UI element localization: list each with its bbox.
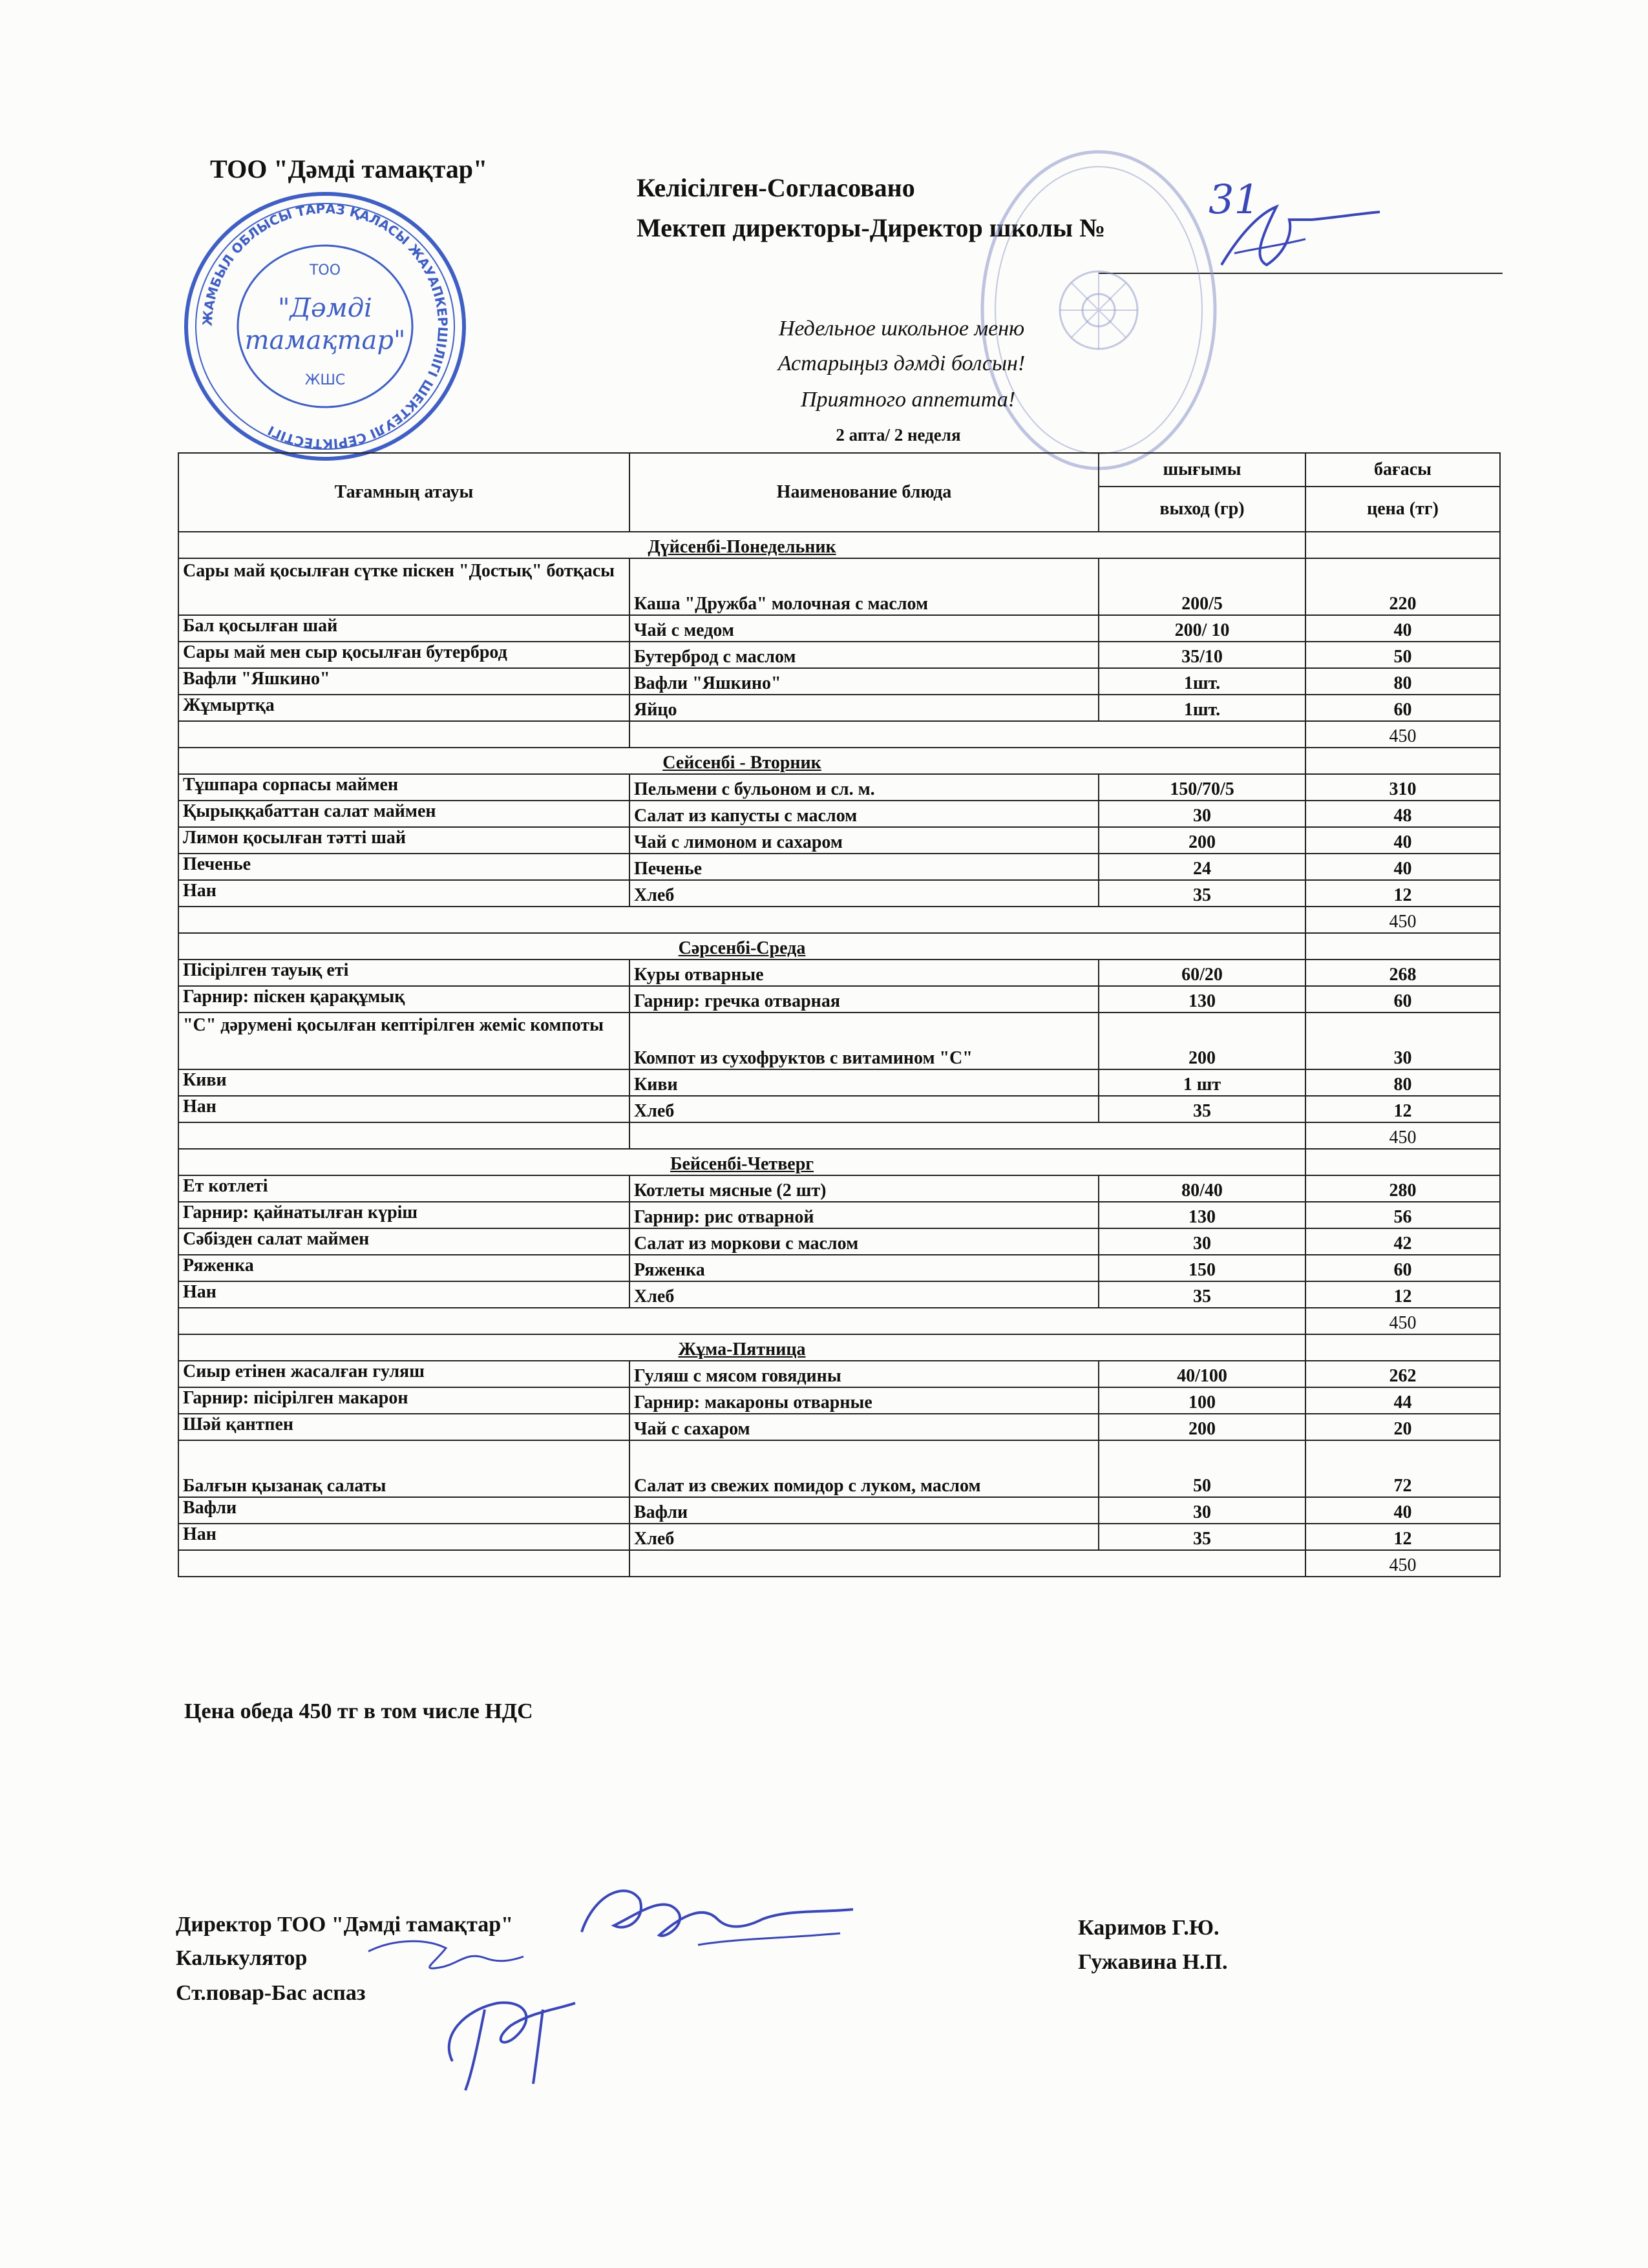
dish-price: 262	[1305, 1361, 1500, 1387]
dish-price: 310	[1305, 774, 1500, 801]
chef-signature-icon	[427, 1964, 607, 2094]
day-total: 450	[1305, 907, 1500, 933]
approval-line1: Келісілген-Согласовано	[637, 173, 915, 202]
dish-price: 42	[1305, 1228, 1500, 1255]
table-row	[178, 558, 1500, 615]
table-row	[178, 1013, 1500, 1069]
dish-kk: Балғын қызанақ салаты	[178, 1440, 629, 1497]
dish-out: 130	[1099, 986, 1305, 1013]
table-row	[178, 642, 1500, 668]
stamp-name-line1: "Дәмді	[278, 293, 372, 323]
dish-price: 40	[1305, 854, 1500, 880]
day-total: 450	[1305, 1122, 1500, 1149]
dish-kk: Гарнир: піскен қарақұмық	[178, 986, 629, 1013]
dish-price: 44	[1305, 1387, 1500, 1414]
dish-kk: Киви	[178, 1069, 629, 1096]
dish-ru: Салат из капусты с маслом	[629, 801, 1099, 827]
intro-line1: Недельное школьное меню	[778, 317, 1025, 341]
dish-kk: Сары май мен сыр қосылған бутерброд	[178, 642, 629, 668]
dish-ru: Чай с лимоном и сахаром	[629, 827, 1099, 854]
director-signature-icon	[569, 1874, 866, 1971]
dish-kk: "С" дәрумені қосылған кептірілген жеміс компоты	[178, 1013, 629, 1069]
dish-price: 12	[1305, 1096, 1500, 1122]
dish-out: 200	[1099, 1013, 1305, 1069]
menu-table	[178, 452, 1501, 1577]
approval-line2: Мектеп директоры-Директор школы №	[637, 213, 1106, 242]
day-name: Жұма-Пятница	[178, 1334, 1305, 1361]
dish-price: 280	[1305, 1175, 1500, 1202]
dish-price: 12	[1305, 1524, 1500, 1550]
dish-ru: Чай с медом	[629, 615, 1099, 642]
dish-price: 20	[1305, 1414, 1500, 1440]
table-row	[178, 1255, 1500, 1281]
dish-kk: Нан	[178, 1096, 629, 1122]
col-header-price-kk: бағасы	[1305, 453, 1500, 487]
dish-kk: Сары май қосылған сүтке піскен "Достық" ботқасы	[178, 558, 629, 615]
table-row	[178, 1524, 1500, 1550]
dish-kk: Нан	[178, 880, 629, 907]
dish-ru: Печенье	[629, 854, 1099, 880]
dish-ru: Гарнир: макароны отварные	[629, 1387, 1099, 1414]
dish-out: 35	[1099, 880, 1305, 907]
dish-kk: Ряженка	[178, 1255, 629, 1281]
dish-ru: Куры отварные	[629, 960, 1099, 986]
dish-out: 40/100	[1099, 1361, 1305, 1387]
dish-out: 60/20	[1099, 960, 1305, 986]
director-role: Директор ТОО "Дәмді тамақтар"	[176, 1913, 514, 1937]
dish-price: 56	[1305, 1202, 1500, 1228]
dish-ru: Хлеб	[629, 1281, 1099, 1308]
table-row	[178, 960, 1500, 986]
stamp-name-line2: тамақтар"	[244, 326, 406, 355]
dish-price: 268	[1305, 960, 1500, 986]
stamp-center-bottom: ЖШС	[304, 372, 346, 388]
day-name: Сейсенбі - Вторник	[178, 748, 1305, 774]
table-row	[178, 1096, 1500, 1122]
dish-out: 100	[1099, 1387, 1305, 1414]
director-name: Каримов Г.Ю.	[1078, 1916, 1220, 1940]
table-row	[178, 827, 1500, 854]
dish-kk: Қырыққабаттан салат маймен	[178, 801, 629, 827]
dish-price: 72	[1305, 1440, 1500, 1497]
dish-kk: Вафли	[178, 1497, 629, 1524]
dish-ru: Чай с сахаром	[629, 1414, 1099, 1440]
dish-out: 200/5	[1099, 558, 1305, 615]
company-stamp-icon	[173, 184, 477, 468]
table-row	[178, 1175, 1500, 1202]
dish-kk: Сәбізден салат маймен	[178, 1228, 629, 1255]
dish-out: 1шт.	[1099, 695, 1305, 721]
table-row	[178, 1497, 1500, 1524]
dish-out: 80/40	[1099, 1175, 1305, 1202]
dish-ru: Салат из свежих помидор с луком, маслом	[629, 1440, 1099, 1497]
day-name: Дүйсенбі-Понедельник	[178, 532, 1305, 558]
table-row	[178, 774, 1500, 801]
dish-price: 50	[1305, 642, 1500, 668]
dish-kk: Пісірілген тауық еті	[178, 960, 629, 986]
dish-out: 200	[1099, 1414, 1305, 1440]
price-note: Цена обеда 450 тг в том числе НДС	[184, 1699, 533, 1723]
dish-out: 24	[1099, 854, 1305, 880]
intro-line3: Приятного аппетита!	[800, 388, 1016, 412]
dish-ru: Хлеб	[629, 1524, 1099, 1550]
dish-ru: Вафли	[629, 1497, 1099, 1524]
dish-kk: Вафли "Яшкино"	[178, 668, 629, 695]
table-row	[178, 1414, 1500, 1440]
dish-kk: Гарнир: пісірілген макарон	[178, 1387, 629, 1414]
table-row	[178, 1228, 1500, 1255]
table-row	[178, 1069, 1500, 1096]
col-header-ru: Наименование блюда	[629, 453, 1099, 532]
total-row	[178, 1550, 1500, 1577]
dish-price: 40	[1305, 1497, 1500, 1524]
dish-price: 60	[1305, 695, 1500, 721]
company-name: ТОО "Дәмді тамақтар"	[210, 154, 488, 184]
day-row	[178, 532, 1500, 558]
dish-kk: Гарнир: қайнатылған күріш	[178, 1202, 629, 1228]
dish-out: 150	[1099, 1255, 1305, 1281]
dish-out: 200/ 10	[1099, 615, 1305, 642]
col-header-price-ru: цена (тг)	[1305, 487, 1500, 532]
day-name: Сәрсенбі-Среда	[178, 933, 1305, 960]
dish-price: 60	[1305, 1255, 1500, 1281]
dish-ru: Компот из сухофруктов с витамином "С"	[629, 1013, 1099, 1069]
dish-kk: Нан	[178, 1281, 629, 1308]
dish-kk: Печенье	[178, 854, 629, 880]
dish-out: 1шт.	[1099, 668, 1305, 695]
table-row	[178, 615, 1500, 642]
dish-kk: Тұшпара сорпасы маймен	[178, 774, 629, 801]
dish-ru: Вафли "Яшкино"	[629, 668, 1099, 695]
dish-price: 48	[1305, 801, 1500, 827]
dish-out: 30	[1099, 1497, 1305, 1524]
dish-kk: Шәй қантпен	[178, 1414, 629, 1440]
dish-ru: Котлеты мясные (2 шт)	[629, 1175, 1099, 1202]
total-row	[178, 1122, 1500, 1149]
approval-number: 31	[1209, 176, 1260, 223]
intro-line2: Астарыңыз дәмді болсын!	[777, 352, 1026, 375]
chef-role: Ст.повар-Бас аспаз	[176, 1981, 366, 2005]
table-row	[178, 668, 1500, 695]
calculator-name: Гужавина Н.П.	[1078, 1950, 1228, 1974]
day-name: Бейсенбі-Четверг	[178, 1149, 1305, 1175]
total-row	[178, 1308, 1500, 1334]
day-total: 450	[1305, 721, 1500, 748]
approval-signature-icon	[1215, 194, 1383, 278]
dish-out: 35	[1099, 1524, 1305, 1550]
table-row	[178, 1202, 1500, 1228]
table-row	[178, 854, 1500, 880]
stamp-center-top: ТОО	[309, 262, 341, 278]
dish-kk: Лимон қосылған тәтті шай	[178, 827, 629, 854]
dish-kk: Жұмыртқа	[178, 695, 629, 721]
dish-out: 35/10	[1099, 642, 1305, 668]
table-row	[178, 1387, 1500, 1414]
day-row	[178, 1149, 1500, 1175]
dish-kk: Нан	[178, 1524, 629, 1550]
dish-ru: Киви	[629, 1069, 1099, 1096]
dish-out: 1 шт	[1099, 1069, 1305, 1096]
dish-ru: Яйцо	[629, 695, 1099, 721]
dish-ru: Каша "Дружба" молочная с маслом	[629, 558, 1099, 615]
col-header-kk: Тағамның атауы	[178, 453, 629, 532]
week-label: 2 апта/ 2 неделя	[836, 425, 961, 445]
table-row	[178, 880, 1500, 907]
col-header-out-kk: шығымы	[1099, 453, 1305, 487]
total-row	[178, 907, 1500, 933]
dish-kk: Бал қосылған шай	[178, 615, 629, 642]
dish-out: 50	[1099, 1440, 1305, 1497]
dish-out: 30	[1099, 801, 1305, 827]
dish-ru: Хлеб	[629, 880, 1099, 907]
calculator-role: Калькулятор	[176, 1946, 308, 1970]
dish-ru: Хлеб	[629, 1096, 1099, 1122]
day-row	[178, 1334, 1500, 1361]
day-row	[178, 933, 1500, 960]
table-row	[178, 986, 1500, 1013]
dish-out: 30	[1099, 1228, 1305, 1255]
table-row	[178, 695, 1500, 721]
day-row	[178, 748, 1500, 774]
dish-ru: Ряженка	[629, 1255, 1099, 1281]
dish-price: 40	[1305, 827, 1500, 854]
dish-kk: Ет котлеті	[178, 1175, 629, 1202]
dish-out: 130	[1099, 1202, 1305, 1228]
dish-price: 30	[1305, 1013, 1500, 1069]
dish-ru: Салат из моркови с маслом	[629, 1228, 1099, 1255]
dish-ru: Пельмени с бульоном и сл. м.	[629, 774, 1099, 801]
total-row	[178, 721, 1500, 748]
dish-out: 150/70/5	[1099, 774, 1305, 801]
dish-out: 35	[1099, 1281, 1305, 1308]
dish-price: 80	[1305, 1069, 1500, 1096]
col-header-out-ru: выход (гр)	[1099, 487, 1305, 532]
dish-price: 60	[1305, 986, 1500, 1013]
table-row	[178, 801, 1500, 827]
dish-price: 12	[1305, 1281, 1500, 1308]
dish-price: 220	[1305, 558, 1500, 615]
dish-kk: Сиыр етінен жасалған гуляш	[178, 1361, 629, 1387]
dish-ru: Бутерброд с маслом	[629, 642, 1099, 668]
table-row	[178, 1281, 1500, 1308]
table-row	[178, 1440, 1500, 1497]
dish-ru: Гарнир: рис отварной	[629, 1202, 1099, 1228]
dish-out: 200	[1099, 827, 1305, 854]
stamp-ring-text: ЖАМБЫЛ ОБЛЫСЫ ТАРАЗ ҚАЛАСЫ ЖАУАПКЕРШІЛІГІ ШЕКТЕУЛІ СЕРІКТЕСТІГІ	[199, 200, 451, 452]
table-row	[178, 1361, 1500, 1387]
dish-ru: Гуляш с мясом говядины	[629, 1361, 1099, 1387]
dish-ru: Гарнир: гречка отварная	[629, 986, 1099, 1013]
dish-price: 80	[1305, 668, 1500, 695]
day-total: 450	[1305, 1308, 1500, 1334]
dish-out: 35	[1099, 1096, 1305, 1122]
day-total: 450	[1305, 1550, 1500, 1577]
dish-price: 40	[1305, 615, 1500, 642]
dish-price: 12	[1305, 880, 1500, 907]
